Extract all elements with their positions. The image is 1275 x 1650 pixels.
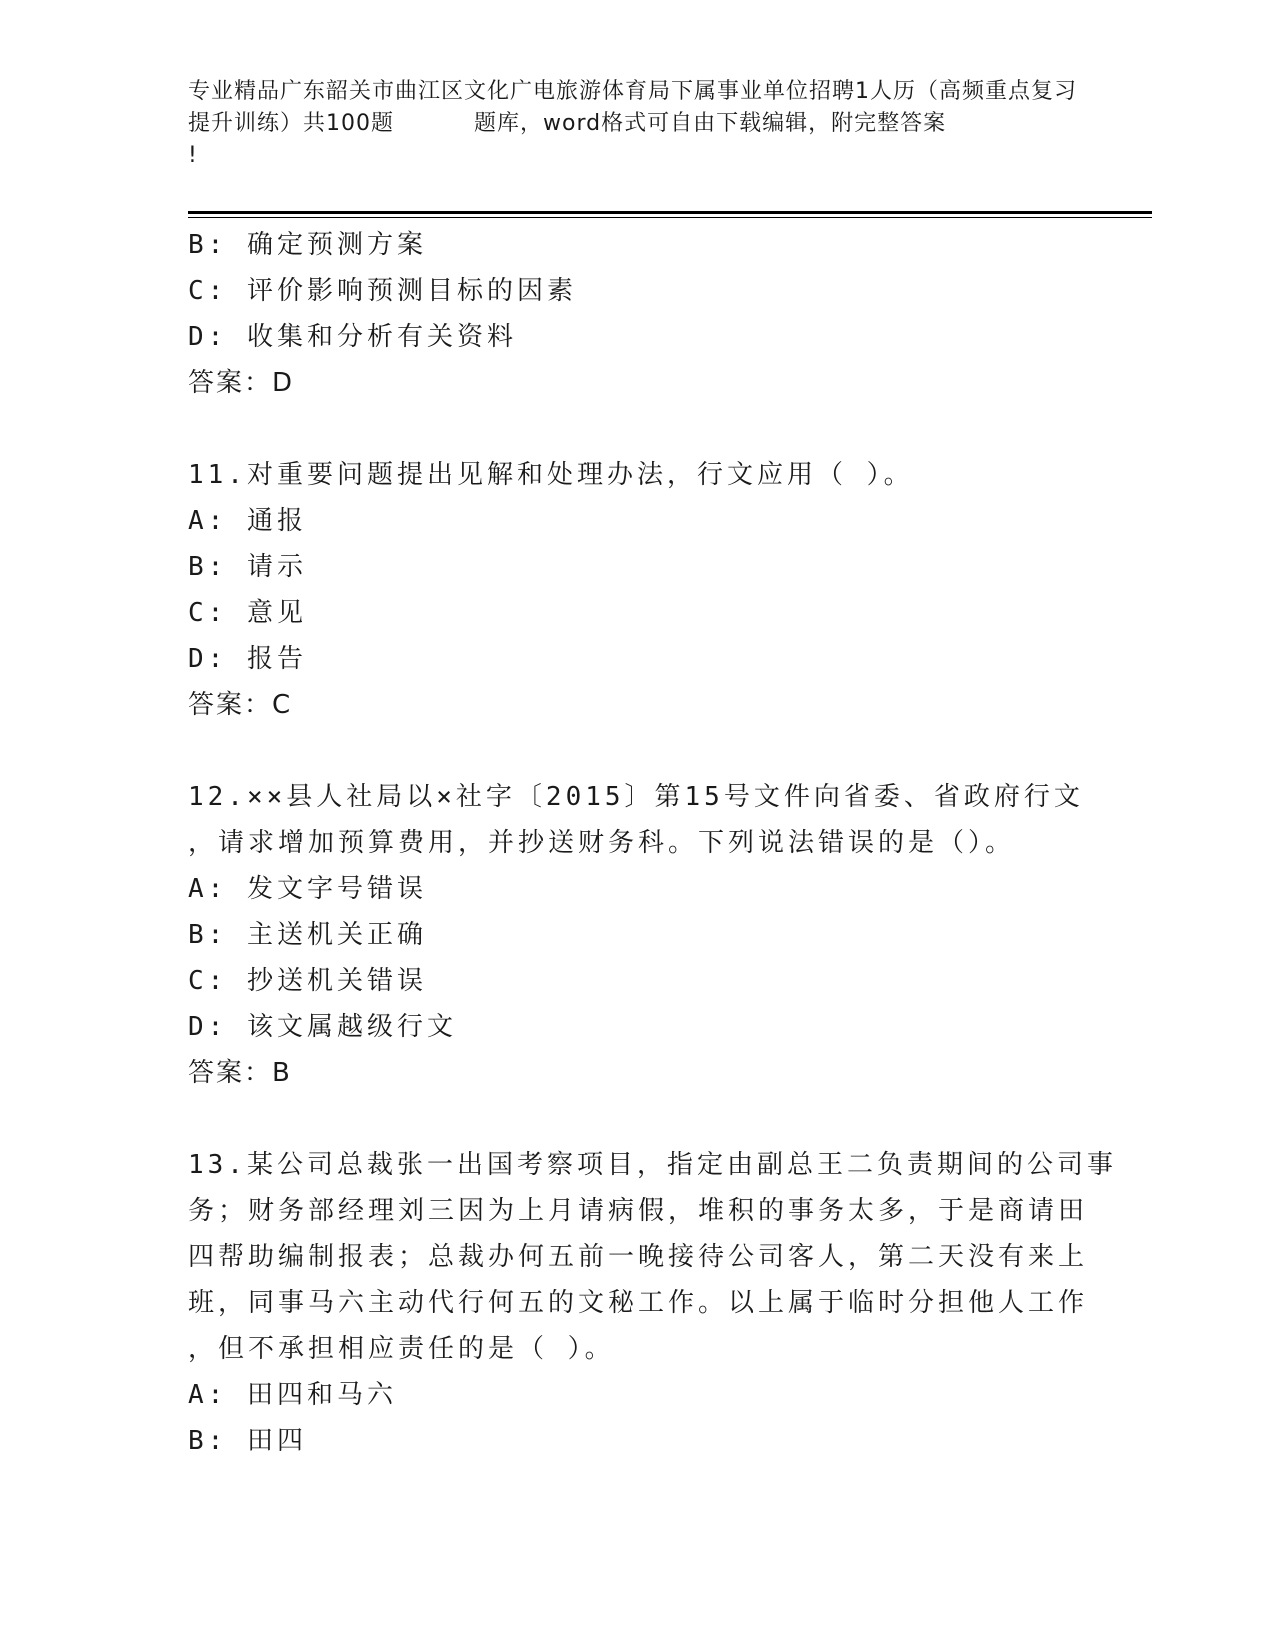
q13-option-a: A: 田四和马六	[188, 1380, 397, 1410]
q12-option-c: C: 抄送机关错误	[188, 966, 427, 996]
q11-option-c: C: 意见	[188, 598, 307, 628]
q11-option-a: A: 通报	[188, 506, 307, 536]
header-title: 专业精品广东韶关市曲江区文化广电旅游体育局下属事业单位招聘1人历（高频重点复习提升训练）共100题	[188, 79, 1077, 136]
q13-question-line3: 四帮助编制报表；总裁办何五前一晚接待公司客人，第二天没有来上	[188, 1242, 1089, 1272]
header-rule-thick	[188, 211, 1152, 214]
q12-option-d: D: 该文属越级行文	[188, 1012, 457, 1042]
q12-question-line1: 12.××县人社局以×社字〔2015〕第15号文件向省委、省政府行文	[188, 782, 1084, 812]
header-rule-thin	[188, 217, 1152, 218]
q11-option-b: B: 请示	[188, 552, 307, 582]
spacer	[188, 1096, 1088, 1142]
q12-question-line2: ，请求增加预算费用，并抄送财务科。下列说法错误的是（）。	[188, 828, 1016, 858]
q13-option-b: B: 田四	[188, 1426, 307, 1456]
q13-question-line4: 班，同事马六主动代行何五的文秘工作。以上属于临时分担他人工作	[188, 1288, 1089, 1318]
q12-option-a: A: 发文字号错误	[188, 874, 427, 904]
document-header	[188, 76, 1088, 172]
q10-option-b: B: 确定预测方案	[188, 230, 427, 260]
header-subtitle: 题库，word格式可自由下载编辑，附完整答案	[474, 111, 947, 136]
q11-answer: 答案：C	[188, 690, 293, 720]
question-content	[188, 222, 1117, 1464]
q10-option-d: D: 收集和分析有关资料	[188, 322, 517, 352]
q12-option-b: B: 主送机关正确	[188, 920, 427, 950]
q10-answer: 答案：D	[188, 368, 295, 398]
spacer	[188, 406, 1088, 452]
q12-answer: 答案：B	[188, 1058, 292, 1088]
q13-question-line1: 13.某公司总裁张一出国考察项目，指定由副总王二负责期间的公司事	[188, 1150, 1117, 1180]
q11-option-d: D: 报告	[188, 644, 307, 674]
q13-question-line2: 务；财务部经理刘三因为上月请病假，堆积的事务太多，于是商请田	[188, 1196, 1089, 1226]
q13-question-line5: ，但不承担相应责任的是（ ）。	[188, 1334, 615, 1364]
q11-question: 11.对重要问题提出见解和处理办法，行文应用（ ）。	[188, 460, 914, 490]
header-exclamation: !	[188, 143, 198, 168]
q10-option-c: C: 评价影响预测目标的因素	[188, 276, 577, 306]
spacer	[188, 728, 1088, 774]
